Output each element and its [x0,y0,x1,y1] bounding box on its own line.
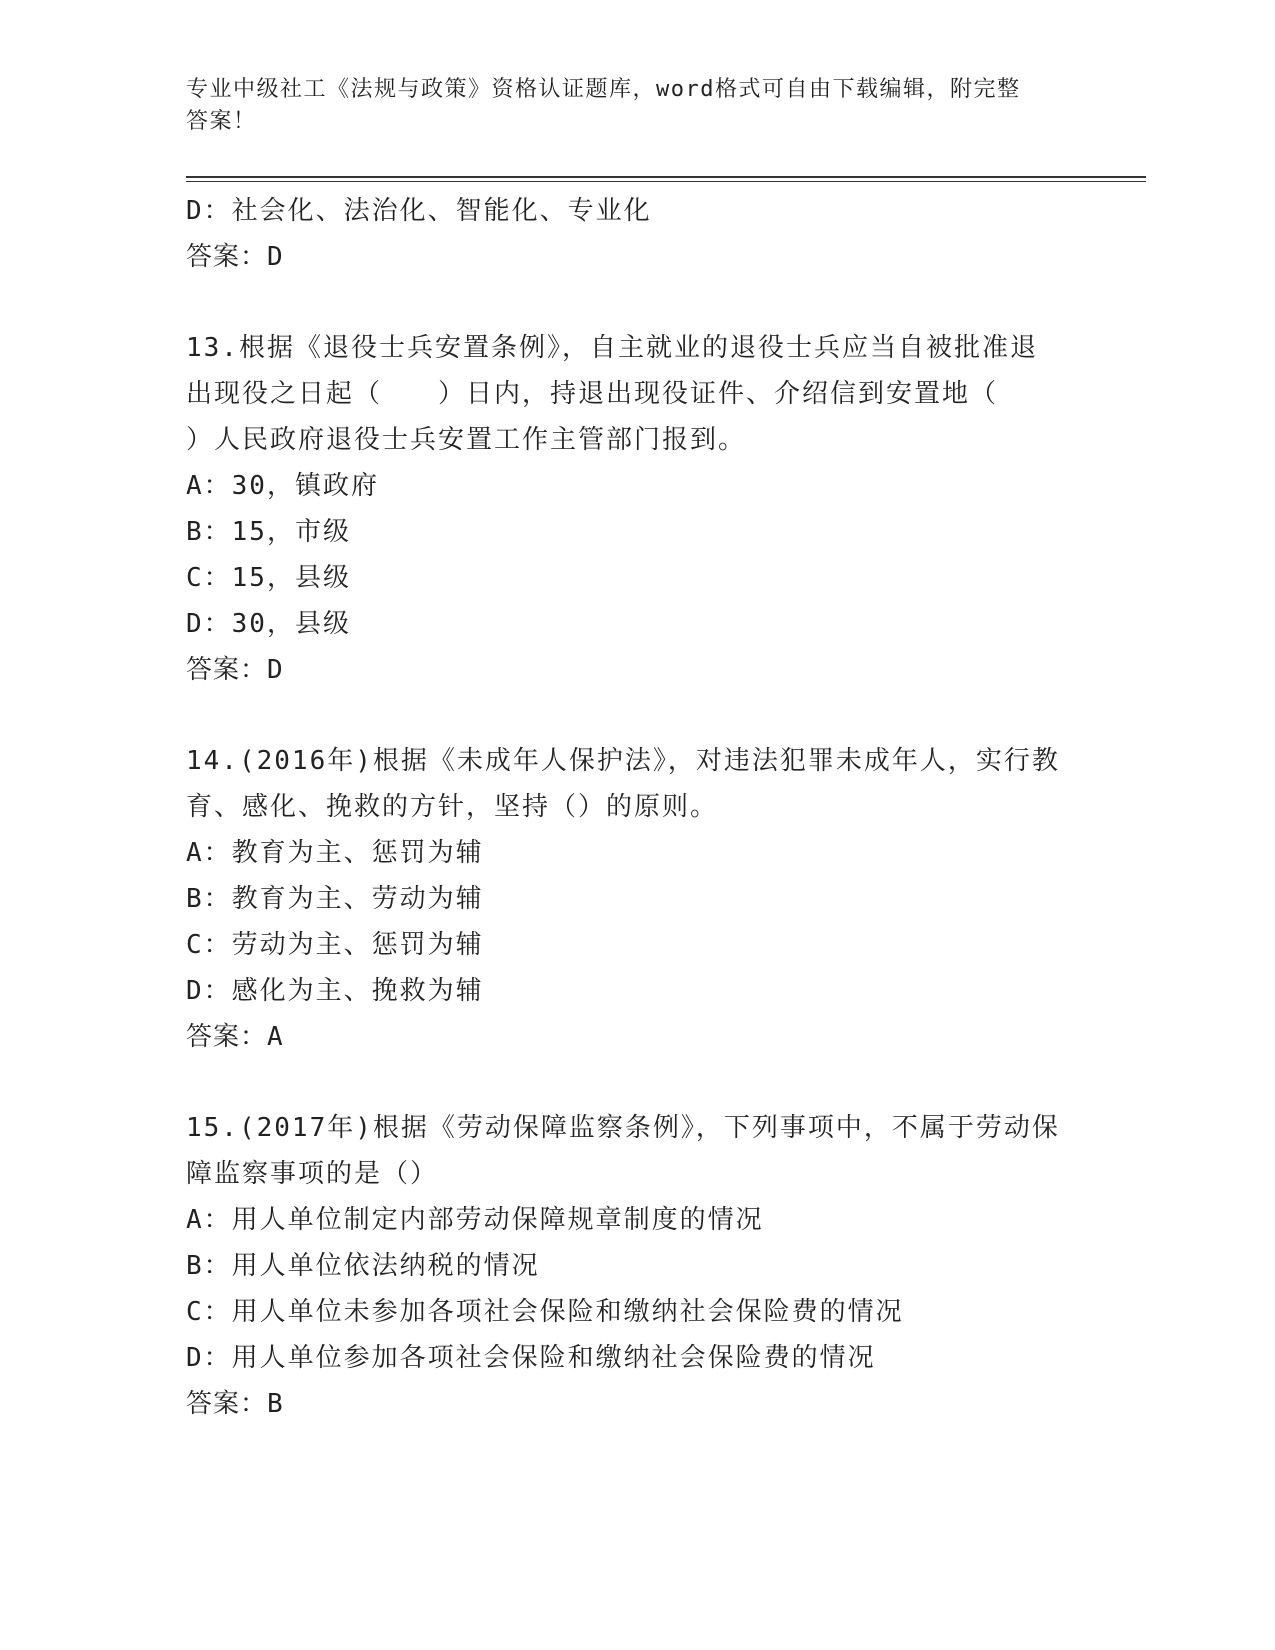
answer-value: D [267,242,285,272]
q12-option-d: D：社会化、法治化、智能化、专业化 [186,196,652,226]
question-14 [186,738,1086,1060]
q15-option-a: A：用人单位制定内部劳动保障规章制度的情况 [186,1205,764,1235]
question-13 [186,325,1086,693]
q14-answer [186,1014,1086,1060]
q14-stem-line-2: 育、感化、挽救的方针，坚持（）的原则。 [186,792,719,822]
q15-stem-line-2: 障监察事项的是（） [186,1159,439,1189]
q13-option-b: B：15，市级 [186,517,351,547]
header-line-1: 专业中级社工《法规与政策》资格认证题库，word格式可自由下载编辑，附完整 [186,77,1021,102]
q15-option-b: B：用人单位依法纳税的情况 [186,1251,540,1281]
answer-label: 答案： [186,1389,268,1419]
q13-option-a: A：30，镇政府 [186,471,379,501]
q14-option-d: D：感化为主、挽救为辅 [186,976,484,1006]
q14-option-b: B：教育为主、劳动为辅 [186,884,484,914]
q15-option-d: D：用人单位参加各项社会保险和缴纳社会保险费的情况 [186,1343,876,1373]
q13-answer [186,647,1086,693]
question-content [186,188,1086,1427]
q14-option-c: C：劳动为主、惩罚为辅 [186,930,484,960]
answer-value: A [267,1022,285,1052]
q13-stem-line-3: ）人民政府退役士兵安置工作主管部门报到。 [186,425,747,455]
q13-stem-line-1: 13.根据《退役士兵安置条例》，自主就业的退役士兵应当自被批准退 [186,333,1038,363]
spacer [186,1060,1086,1105]
q15-stem-line-1: 15.(2017年)根据《劳动保障监察条例》，下列事项中，不属于劳动保 [186,1113,1060,1143]
answer-label: 答案： [186,655,268,685]
answer-label: 答案： [186,1022,268,1052]
q13-option-d: D：30，县级 [186,609,351,639]
spacer [186,693,1086,738]
q14-stem-line-1: 14.(2016年)根据《未成年人保护法》，对违法犯罪未成年人，实行教 [186,746,1060,776]
q12-answer [186,234,1086,280]
answer-value: B [267,1389,285,1419]
q13-stem-line-2: 出现役之日起（ ）日内，持退出现役证件、介绍信到安置地（ [186,379,999,409]
question-15 [186,1105,1086,1427]
answer-value: D [267,655,285,685]
header-rule-thin [186,181,1146,182]
header-line-2: 答案！ [186,109,257,134]
document-header [186,74,1086,138]
q15-option-c: C：用人单位未参加各项社会保险和缴纳社会保险费的情况 [186,1297,904,1327]
q14-option-a: A：教育为主、惩罚为辅 [186,838,484,868]
spacer [186,280,1086,325]
q13-option-c: C：15，县级 [186,563,351,593]
answer-label: 答案： [186,242,268,272]
header-rule-thick [186,176,1146,178]
q15-answer [186,1381,1086,1427]
